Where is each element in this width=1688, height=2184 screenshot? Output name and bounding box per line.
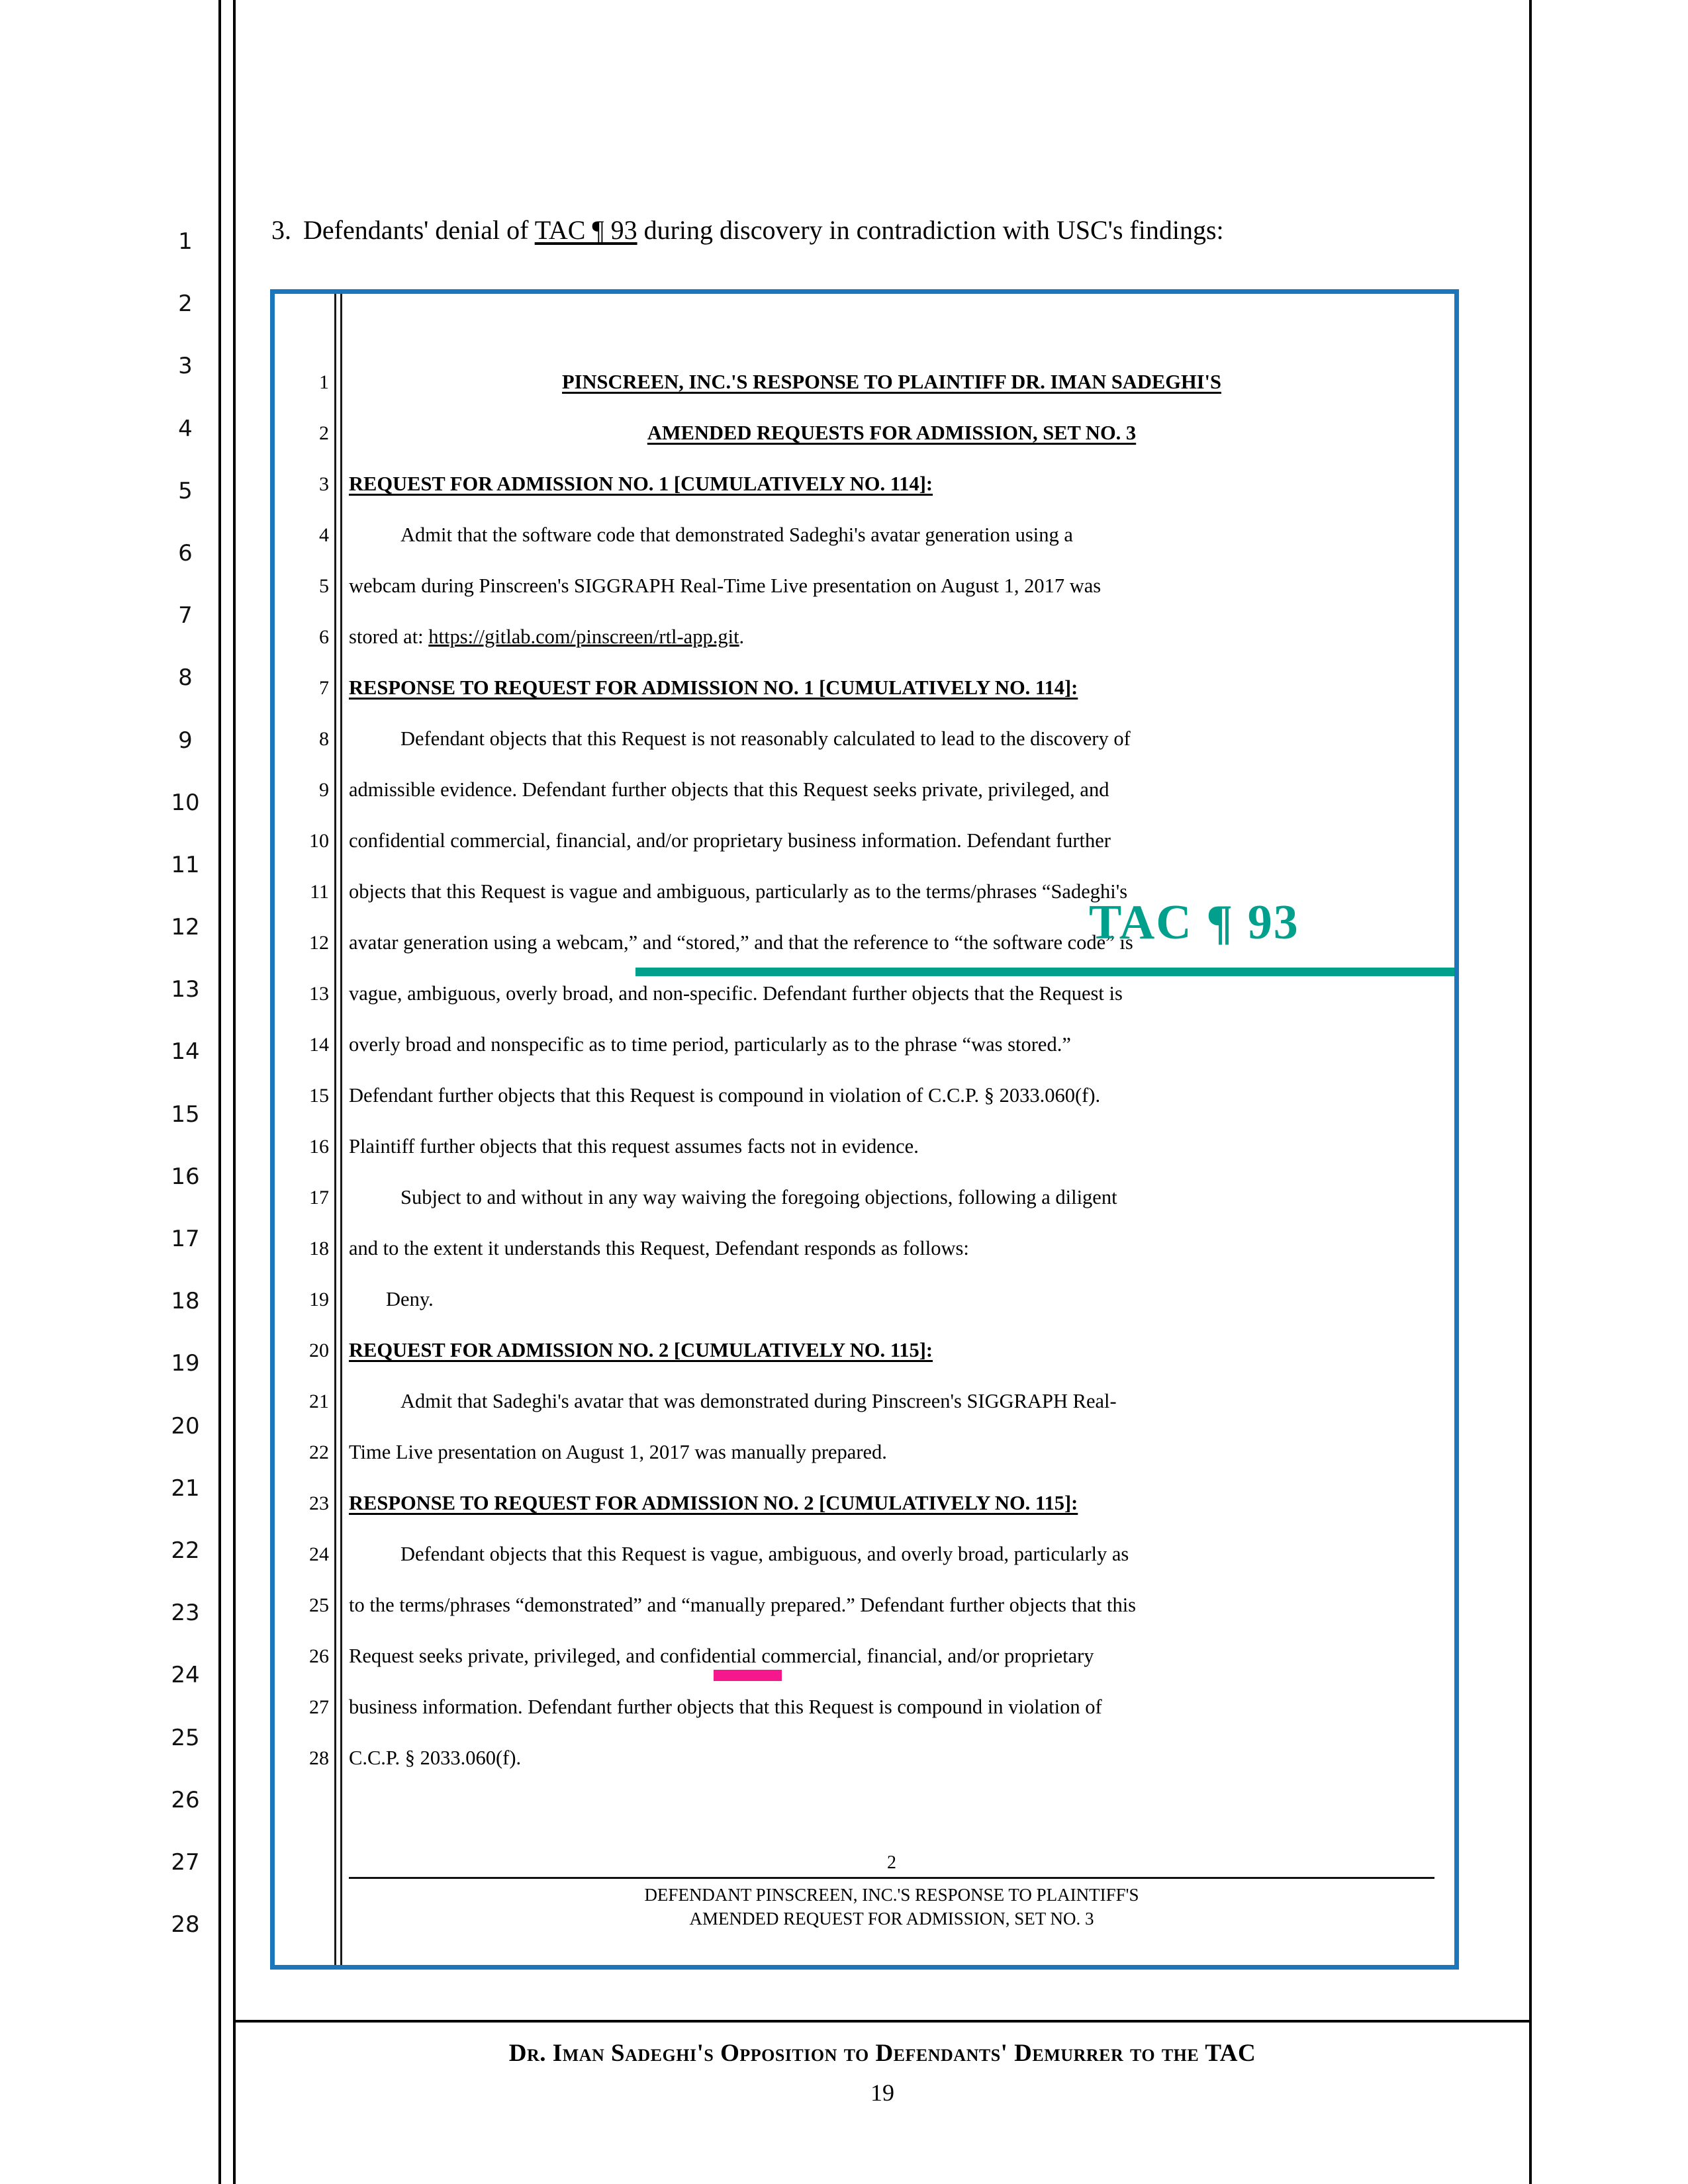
exhibit-line-number-column — [280, 357, 329, 1784]
line-number: 11 — [171, 851, 200, 878]
exhibit-screenshot[interactable] — [270, 289, 1459, 1970]
tac-paragraph-link[interactable]: TAC ¶ 93 — [534, 215, 637, 245]
exhibit-inner-page — [275, 294, 1454, 1965]
request-1-url-period: . — [739, 625, 745, 648]
line-number: 18 — [171, 1288, 200, 1315]
section-heading-text-before: Defendants' denial of — [303, 215, 535, 245]
exhibit-title-line-1: PINSCREEN, INC.'S RESPONSE TO PLAINTIFF DR. IMAN SADEGHI'S — [562, 371, 1221, 393]
exhibit-line-number: 12 — [309, 932, 329, 954]
exhibit-line-number: 6 — [319, 626, 329, 648]
line-number: 19 — [171, 1350, 200, 1377]
page-footer-rule — [233, 2020, 1532, 2023]
margin-rule-left-outer — [218, 0, 221, 2184]
request-2-heading: REQUEST FOR ADMISSION NO. 2 [CUMULATIVELY NO. 115]: — [349, 1339, 933, 1361]
line-number: 8 — [178, 664, 193, 692]
response-1-text: objects that this Request is vague and ambiguous, particularly as to the terms/phrases “Sadeghi's — [349, 880, 1128, 903]
exhibit-footer-rule — [349, 1877, 1434, 1879]
page-footer-title: Dr. Iman Sadeghi's Opposition to Defendants' Demurrer to the TAC — [508, 2040, 1256, 2067]
line-number: 16 — [171, 1163, 200, 1190]
exhibit-footer-page-number: 2 — [887, 1852, 896, 1873]
page-footer-page-number: 19 — [870, 2079, 894, 2106]
line-number: 12 — [171, 914, 200, 941]
request-1-text: webcam during Pinscreen's SIGGRAPH Real-Time Live presentation on August 1, 2017 was — [349, 574, 1102, 597]
exhibit-line-number: 4 — [319, 524, 329, 546]
line-number: 20 — [171, 1412, 200, 1439]
line-number: 24 — [171, 1662, 200, 1689]
exhibit-line-number: 1 — [319, 371, 329, 393]
tac-paragraph-annotation: TAC ¶ 93 — [1089, 895, 1299, 950]
exhibit-line-number: 5 — [319, 575, 329, 597]
response-2-text: business information. Defendant further objects that this Request is compound in violation of — [349, 1696, 1102, 1718]
line-number: 2 — [178, 291, 193, 318]
exhibit-footer — [349, 1850, 1434, 1931]
exhibit-line-number: 22 — [309, 1441, 329, 1463]
gitlab-url-link[interactable]: https://gitlab.com/pinscreen/rtl-app.git — [428, 625, 739, 648]
request-1-url-prefix: stored at: — [349, 625, 429, 648]
request-1-url-line — [349, 612, 1434, 662]
response-2-text: Request seeks private, privileged, and confidential commercial, financial, and/or proprietary — [349, 1645, 1094, 1667]
exhibit-line-number: 10 — [309, 830, 329, 852]
section-heading-number: 3. — [271, 215, 291, 245]
line-number: 5 — [178, 477, 193, 504]
response-1-text: admissible evidence. Defendant further objects that this Request seeks private, privileged, and — [349, 778, 1109, 801]
exhibit-line-number: 27 — [309, 1696, 329, 1718]
response-1-text: and to the extent it understands this Request, Defendant responds as follows: — [349, 1237, 969, 1259]
response-1-text: confidential commercial, financial, and/or proprietary business information. Defendant further — [349, 829, 1111, 852]
line-number: 25 — [171, 1724, 200, 1751]
line-number: 27 — [171, 1848, 200, 1876]
line-number: 13 — [171, 976, 200, 1003]
section-heading — [271, 210, 1509, 250]
line-number: 15 — [171, 1101, 200, 1128]
line-number: 28 — [171, 1911, 200, 1938]
exhibit-line-number: 28 — [309, 1747, 329, 1769]
response-2-heading: RESPONSE TO REQUEST FOR ADMISSION NO. 2 [CUMULATIVELY NO. 115]: — [349, 1492, 1078, 1514]
line-number: 6 — [178, 539, 193, 567]
request-2-text: Time Live presentation on August 1, 2017 was manually prepared. — [349, 1441, 887, 1463]
response-1-text: Defendant objects that this Request is not reasonably calculated to lead to the discovery of — [400, 727, 1131, 750]
exhibit-margin-rule-a — [334, 294, 336, 1965]
teal-highlight-underline — [635, 968, 1454, 976]
line-number: 14 — [171, 1038, 200, 1066]
exhibit-line-number: 20 — [309, 1340, 329, 1361]
line-number: 7 — [178, 602, 193, 629]
line-number: 23 — [171, 1600, 200, 1627]
exhibit-line-number: 3 — [319, 473, 329, 495]
line-number: 21 — [171, 1475, 200, 1502]
exhibit-margin-rule-b — [340, 294, 342, 1965]
response-1-heading: RESPONSE TO REQUEST FOR ADMISSION NO. 1 [CUMULATIVELY NO. 114]: — [349, 676, 1078, 699]
exhibit-line-number: 24 — [309, 1543, 329, 1565]
request-2-text: Admit that Sadeghi's avatar that was demonstrated during Pinscreen's SIGGRAPH Real- — [400, 1390, 1117, 1412]
line-number: 26 — [171, 1786, 200, 1813]
line-number: 9 — [178, 727, 193, 754]
response-1-answer: Deny. — [386, 1288, 434, 1310]
exhibit-line-number: 21 — [309, 1390, 329, 1412]
page-footer — [233, 2035, 1532, 2113]
response-2-text: Defendant objects that this Request is vague, ambiguous, and overly broad, particularly as — [400, 1543, 1129, 1565]
response-2-text: to the terms/phrases “demonstrated” and “manually prepared.” Defendant further objects that this — [349, 1594, 1137, 1616]
margin-rule-left-inner — [233, 0, 236, 2184]
request-1-heading: REQUEST FOR ADMISSION NO. 1 [CUMULATIVELY NO. 114]: — [349, 473, 933, 495]
request-1-text: Admit that the software code that demonstrated Sadeghi's avatar generation using a — [400, 523, 1073, 546]
response-1-text: overly broad and nonspecific as to time period, particularly as to the phrase “was stored.” — [349, 1033, 1071, 1056]
exhibit-body-text — [349, 357, 1434, 1784]
exhibit-footer-line-1: DEFENDANT PINSCREEN, INC.'S RESPONSE TO PLAINTIFF'S — [644, 1885, 1139, 1905]
response-1-text: Subject to and without in any way waiving the foregoing objections, following a diligent — [400, 1186, 1117, 1208]
exhibit-line-number: 16 — [309, 1136, 329, 1158]
exhibit-line-number: 13 — [309, 983, 329, 1005]
exhibit-footer-line-2: AMENDED REQUEST FOR ADMISSION, SET NO. 3 — [689, 1909, 1094, 1929]
section-heading-text-after: during discovery in contradiction with USC's findings: — [637, 215, 1224, 245]
response-1-text: avatar generation using a webcam,” and “stored,” and that the reference to “the software code” is — [349, 931, 1133, 954]
exhibit-line-number: 11 — [310, 881, 329, 903]
exhibit-line-number: 17 — [309, 1187, 329, 1208]
exhibit-line-number: 19 — [309, 1289, 329, 1310]
line-number: 17 — [171, 1226, 200, 1252]
exhibit-line-number: 26 — [309, 1645, 329, 1667]
exhibit-line-number: 8 — [319, 728, 329, 750]
response-2-text: C.C.P. § 2033.060(f). — [349, 1747, 522, 1769]
line-number: 4 — [178, 415, 193, 442]
exhibit-line-number: 15 — [309, 1085, 329, 1107]
response-1-text: vague, ambiguous, overly broad, and non-specific. Defendant further objects that the Request is — [349, 982, 1123, 1005]
line-number: 22 — [171, 1537, 200, 1564]
exhibit-line-number: 25 — [309, 1594, 329, 1616]
exhibit-line-number: 7 — [319, 677, 329, 699]
exhibit-line-number: 2 — [319, 422, 329, 444]
exhibit-line-number: 14 — [309, 1034, 329, 1056]
exhibit-line-number: 23 — [309, 1492, 329, 1514]
line-number: 1 — [178, 228, 193, 255]
exhibit-line-number: 18 — [309, 1238, 329, 1259]
exhibit-title-line-2: AMENDED REQUESTS FOR ADMISSION, SET NO. 3 — [647, 422, 1137, 444]
line-number: 3 — [178, 353, 193, 380]
pink-highlight-underline — [714, 1670, 782, 1681]
exhibit-line-number: 9 — [319, 779, 329, 801]
pleading-line-number-column — [159, 210, 212, 1956]
response-1-text: Defendant further objects that this Request is compound in violation of C.C.P. § 2033.060(f). — [349, 1084, 1101, 1107]
margin-rule-right — [1529, 0, 1532, 2184]
line-number: 10 — [171, 789, 200, 816]
response-1-text: Plaintiff further objects that this request assumes facts not in evidence. — [349, 1135, 919, 1158]
